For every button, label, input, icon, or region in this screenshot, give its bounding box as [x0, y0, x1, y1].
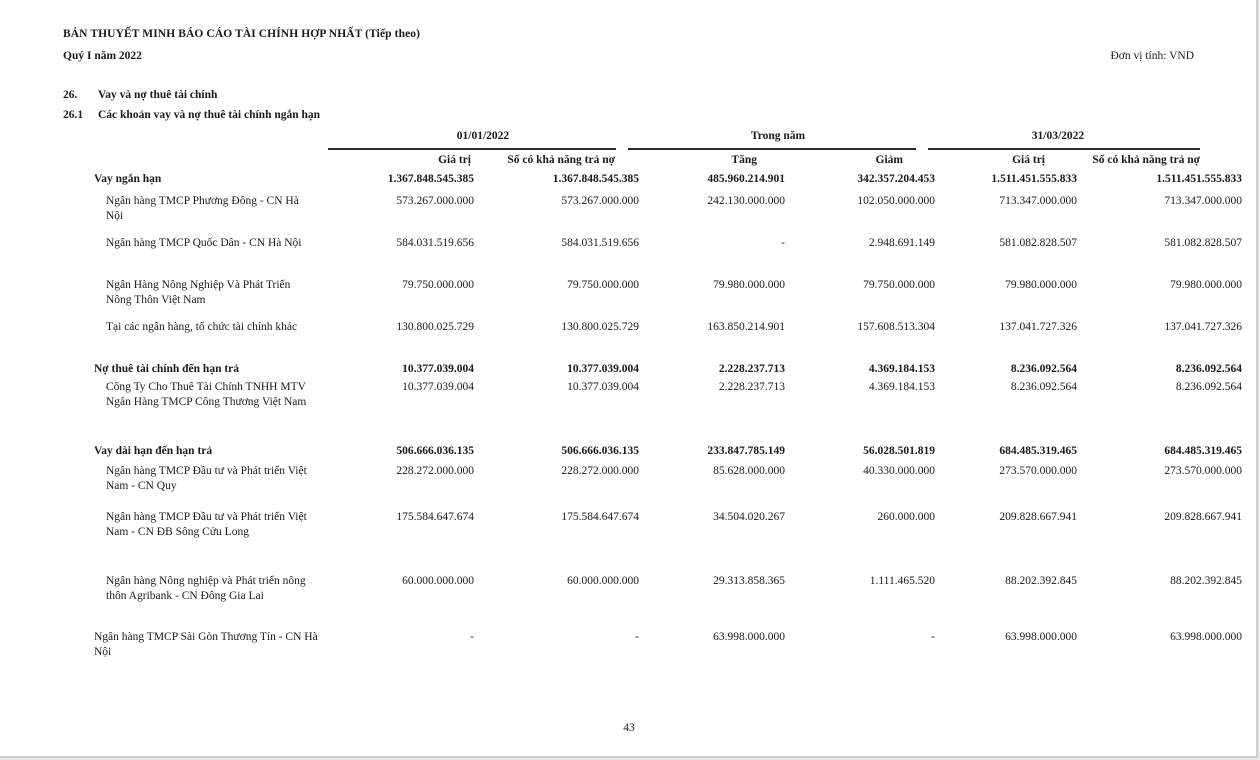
row-label: Ngân hàng TMCP Quốc Dân - CN Hà Nội: [106, 237, 302, 249]
cell-payable-opening: 506.666.036.135: [561, 445, 639, 457]
cell-value-closing: 713.347.000.000: [999, 195, 1077, 207]
cell-decrease: 157.608.513.304: [857, 321, 935, 333]
cell-increase: 34.504.020.267: [713, 511, 785, 523]
page-number: 43: [623, 722, 635, 734]
row-label: Công Ty Cho Thuê Tài Chính TNHH MTV Ngân Hàng TMCP Công Thương Việt Nam: [106, 381, 307, 408]
row-label: Nợ thuê tài chính đến hạn trả: [94, 363, 240, 375]
cell-increase: 29.313.858.365: [713, 575, 785, 587]
cell-value-opening: 228.272.000.000: [396, 465, 474, 477]
cell-value-opening: 10.377.039.004: [402, 363, 474, 375]
cell-value-closing: 8.236.092.564: [1010, 381, 1077, 393]
cell-value-closing: 137.041.727.326: [999, 321, 1077, 333]
cell-decrease: 79.750.000.000: [863, 279, 935, 291]
cell-payable-closing: 1.511.451.555.833: [1156, 173, 1242, 185]
row-label: Vay ngắn hạn: [94, 173, 162, 185]
col-header-payable-opening: Số có khả năng trả nợ: [507, 154, 615, 166]
cell-increase: 485.960.214.901: [707, 173, 785, 185]
table-row: [94, 464, 1242, 510]
cell-payable-closing: 581.082.828.507: [1164, 237, 1242, 249]
cell-value-opening: 175.584.647.674: [396, 511, 474, 523]
cell-value-opening: 60.000.000.000: [402, 575, 474, 587]
cell-increase: 85.628.000.000: [713, 465, 785, 477]
cell-value-closing: 8.236.092.564: [1010, 363, 1077, 375]
row-label: Ngân hàng TMCP Đầu tư và Phát triển Việt Nam - CN ĐB Sông Cửu Long: [106, 511, 307, 538]
cell-decrease: -: [931, 631, 935, 643]
cell-payable-opening: 228.272.000.000: [561, 465, 639, 477]
cell-decrease: 4.369.184.153: [868, 381, 935, 393]
subsection-title: Các khoản vay và nợ thuê tài chính ngắn hạn: [98, 109, 321, 121]
report-period: Quý I năm 2022: [63, 50, 142, 62]
table-row: [94, 630, 1242, 670]
group-header-opening: 01/01/2022: [456, 130, 510, 142]
cell-increase: 2.228.237.713: [718, 381, 785, 393]
col-header-value-closing: Giá trị: [1012, 154, 1045, 166]
section-title: Vay và nợ thuê tài chính: [98, 89, 218, 101]
cell-payable-opening: -: [635, 631, 639, 643]
cell-increase: 63.998.000.000: [713, 631, 785, 643]
cell-payable-closing: 88.202.392.845: [1170, 575, 1242, 587]
cell-payable-opening: 10.377.039.004: [567, 381, 639, 393]
cell-value-closing: 1.511.451.555.833: [991, 173, 1077, 185]
cell-value-opening: 79.750.000.000: [402, 279, 474, 291]
cell-decrease: 1.111.465.520: [869, 575, 935, 587]
subsection-number: 26.1: [63, 109, 84, 121]
cell-payable-opening: 175.584.647.674: [561, 511, 639, 523]
report-title: BẢN THUYẾT MINH BÁO CÁO TÀI CHÍNH HỢP NHẤT (Tiếp theo): [63, 28, 421, 40]
cell-payable-closing: 63.998.000.000: [1170, 631, 1242, 643]
cell-value-closing: 63.998.000.000: [1005, 631, 1077, 643]
cell-value-closing: 581.082.828.507: [999, 237, 1077, 249]
group-header-during-year: Trong năm: [750, 130, 806, 142]
row-label: Ngân hàng TMCP Đầu tư và Phát triển Việt Nam - CN Quy: [106, 465, 307, 492]
table-row: [94, 278, 1242, 320]
cell-value-opening: 10.377.039.004: [402, 381, 474, 393]
cell-value-opening: 506.666.036.135: [396, 445, 474, 457]
cell-payable-opening: 10.377.039.004: [567, 363, 639, 375]
row-label: Ngân hàng TMCP Phương Đông - CN Hà Nội: [106, 195, 299, 222]
row-label: Ngân Hàng Nông Nghiệp Và Phát Triển Nông Thôn Việt Nam: [106, 279, 291, 306]
cell-payable-opening: 1.367.848.545.385: [552, 173, 639, 185]
cell-payable-opening: 130.800.025.729: [561, 321, 639, 333]
cell-value-closing: 684.485.319.465: [999, 445, 1077, 457]
rule-opening: [328, 148, 616, 150]
cell-payable-opening: 79.750.000.000: [567, 279, 639, 291]
table-row: [94, 510, 1242, 574]
cell-payable-opening: 584.031.519.656: [561, 237, 639, 249]
table-row: [94, 362, 1242, 380]
cell-value-opening: 130.800.025.729: [396, 321, 474, 333]
cell-increase: 242.130.000.000: [707, 195, 785, 207]
cell-payable-closing: 209.828.667.941: [1164, 511, 1242, 523]
row-label: Ngân hàng Nông nghiệp và Phát triển nông thôn Agribank - CN Đông Gia Lai: [106, 575, 306, 602]
cell-decrease: 56.028.501.819: [863, 445, 935, 457]
table-row: [94, 194, 1242, 236]
cell-decrease: 2.948.691.149: [868, 237, 935, 249]
cell-increase: 163.850.214.901: [707, 321, 785, 333]
row-label: Vay dài hạn đến hạn trả: [94, 445, 213, 457]
group-header-closing: 31/03/2022: [1031, 130, 1085, 142]
cell-payable-closing: 713.347.000.000: [1164, 195, 1242, 207]
rule-during-year: [628, 148, 916, 150]
cell-value-opening: 584.031.519.656: [396, 237, 474, 249]
cell-payable-closing: 8.236.092.564: [1175, 363, 1242, 375]
cell-payable-closing: 8.236.092.564: [1175, 381, 1242, 393]
cell-value-closing: 88.202.392.845: [1005, 575, 1077, 587]
cell-payable-opening: 573.267.000.000: [561, 195, 639, 207]
cell-payable-closing: 273.570.000.000: [1164, 465, 1242, 477]
table-row: [94, 172, 1242, 194]
cell-increase: 79.980.000.000: [713, 279, 785, 291]
cell-value-opening: 573.267.000.000: [396, 195, 474, 207]
cell-payable-opening: 60.000.000.000: [567, 575, 639, 587]
cell-decrease: 260.000.000: [877, 511, 935, 523]
cell-decrease: 342.357.204.453: [857, 173, 935, 185]
cell-increase: 2.228.237.713: [718, 363, 785, 375]
cell-payable-closing: 137.041.727.326: [1164, 321, 1242, 333]
col-header-value-opening: Giá trị: [438, 154, 471, 166]
loans-table: [94, 172, 1242, 670]
cell-value-closing: 79.980.000.000: [1005, 279, 1077, 291]
table-row: [94, 574, 1242, 630]
cell-decrease: 102.050.000.000: [857, 195, 935, 207]
table-row: [94, 444, 1242, 464]
cell-decrease: 40.330.000.000: [863, 465, 935, 477]
cell-increase: 233.847.785.149: [707, 445, 785, 457]
col-header-increase: Tăng: [731, 154, 757, 166]
cell-value-closing: 273.570.000.000: [999, 465, 1077, 477]
cell-value-opening: -: [470, 631, 474, 643]
table-row: [94, 380, 1242, 444]
cell-increase: -: [781, 237, 785, 249]
row-label: Ngân hàng TMCP Sài Gòn Thương Tín - CN Hà Nội: [94, 631, 318, 658]
currency-unit: Đơn vị tính: VND: [1110, 50, 1194, 62]
section-number: 26.: [63, 89, 78, 101]
cell-decrease: 4.369.184.153: [868, 363, 935, 375]
table-row: [94, 236, 1242, 278]
rule-closing: [928, 148, 1200, 150]
table-row: [94, 320, 1242, 362]
cell-payable-closing: 79.980.000.000: [1170, 279, 1242, 291]
cell-payable-closing: 684.485.319.465: [1164, 445, 1242, 457]
cell-value-opening: 1.367.848.545.385: [387, 173, 474, 185]
col-header-decrease: Giảm: [875, 154, 903, 166]
cell-value-closing: 209.828.667.941: [999, 511, 1077, 523]
col-header-payable-closing: Số có khả năng trả nợ: [1092, 154, 1200, 166]
row-label: Tại các ngân hàng, tổ chức tài chính khác: [106, 321, 298, 333]
